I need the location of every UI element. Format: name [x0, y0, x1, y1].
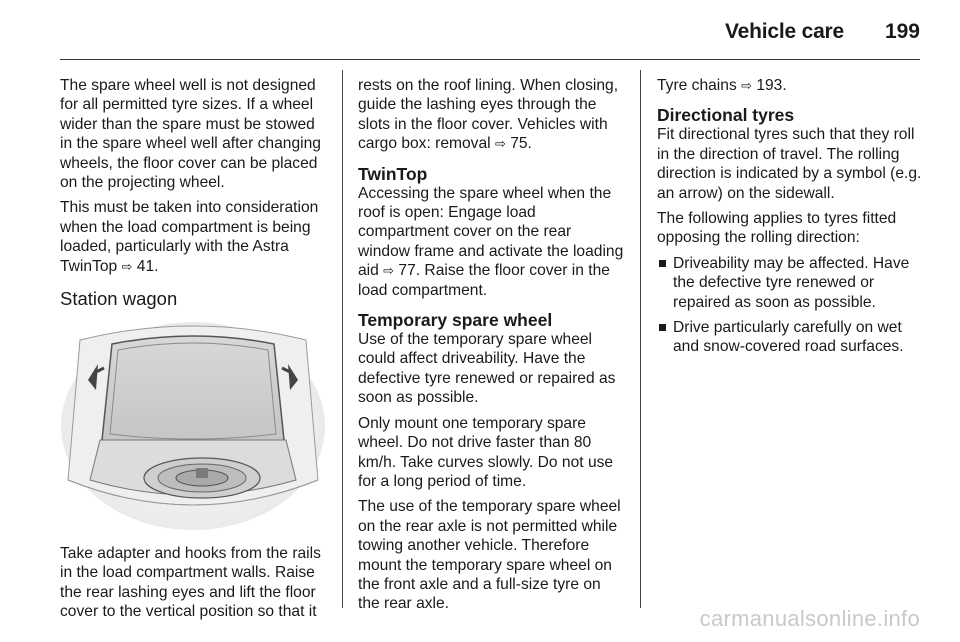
column-1 [60, 76, 326, 628]
column-divider-2 [640, 70, 641, 608]
cross-reference-arrow-icon[interactable]: ⇨ [121, 258, 133, 274]
page-number: 199 [884, 20, 920, 43]
list-item [657, 318, 923, 357]
cross-reference-arrow-icon[interactable]: ⇨ [741, 78, 752, 93]
cross-reference-page[interactable]: 77. [398, 262, 421, 280]
paragraph-temporary-use: Use of the temporary spare wheel could affect driveability. Have the defective tyre renewed or repaired as soon as possible. [358, 331, 616, 407]
section-title: Vehicle care [724, 20, 844, 43]
column-2 [358, 76, 624, 620]
paragraph-text: rests on the roof lining. When closing, guide the lashing eyes through the slots in the floor cover. Vehicles with cargo box: removal [358, 77, 619, 153]
paragraph-temporary-rear-axle: The use of the temporary spare wheel on the rear axle is not permitted while towing another vehicle. Therefore mount the temporary spare wheel on the front axle and a full-size tyre on the rear axle. [358, 498, 621, 613]
watermark: carmanualsonline.info [699, 606, 920, 631]
paragraph-temporary-mount: Only mount one temporary spare wheel. Do not drive faster than 80 km/h. Take curves slowly. Do not use for a long period of time. [358, 414, 614, 490]
paragraph-text: Tyre chains [657, 77, 742, 94]
paragraph-adapter-hooks: Take adapter and hooks from the rails in the load compartment walls. Raise the rear lashing eyes and lift the floor cover to the vertical position so that it [60, 545, 321, 621]
paragraph-text: Raise the floor cover in the load compartment. [358, 262, 610, 299]
heading-station-wagon: Station wagon [60, 288, 178, 310]
list-item [657, 254, 923, 312]
bullet-square-icon [659, 260, 666, 267]
station-wagon-spare-wheel-illustration [60, 320, 326, 532]
bullet-list [657, 254, 923, 357]
column-3 [657, 76, 923, 363]
paragraph-spare-well: The spare wheel well is not designed for all permitted tyre sizes. If a wheel wider than the spare must be stowed in the spare wheel well after changing wheels, the floor cover can be placed on the projecting wheel. [60, 77, 321, 192]
paragraph-roof-lining [358, 76, 624, 154]
paragraph-directional-fit: Fit directional tyres such that they roll in the direction of travel. The rolling direction is indicated by a symbol (e.g. an arrow) on the sidewall. [657, 126, 922, 202]
cross-reference-arrow-icon[interactable]: ⇨ [383, 263, 395, 279]
header-divider [60, 59, 920, 60]
cross-reference-page[interactable]: 193. [756, 77, 787, 94]
heading-directional-tyres: Directional tyres [657, 105, 795, 126]
cross-reference-page[interactable]: 41. [136, 257, 159, 275]
bullet-square-icon [659, 324, 666, 331]
cross-reference-arrow-icon[interactable]: ⇨ [494, 136, 506, 152]
heading-temporary-spare-wheel: Temporary spare wheel [358, 310, 553, 331]
paragraph-twintop-access [358, 184, 624, 300]
page-header [60, 0, 920, 58]
paragraph-tyre-chains [657, 76, 923, 95]
paragraph-text: This must be taken into consideration when the load compartment is being loaded, particularly with the Astra TwinTop [60, 199, 319, 275]
heading-twintop: TwinTop [358, 163, 428, 184]
list-item-text: Driveability may be affected. Have the defective tyre renewed or repaired as soon as possible. [673, 254, 910, 311]
list-item-text: Drive particularly carefully on wet and snow-covered road surfaces. [673, 319, 904, 356]
paragraph-opposing-direction: The following applies to tyres fitted opposing the rolling direction: [657, 210, 897, 247]
paragraph-text: Accessing the spare wheel when the roof is open: Engage load compartment cover on the rear window frame and activate the loading aid [358, 184, 624, 280]
column-divider-1 [342, 70, 343, 608]
cross-reference-page[interactable]: 75. [510, 135, 532, 153]
paragraph-astra-twintop [60, 198, 326, 276]
